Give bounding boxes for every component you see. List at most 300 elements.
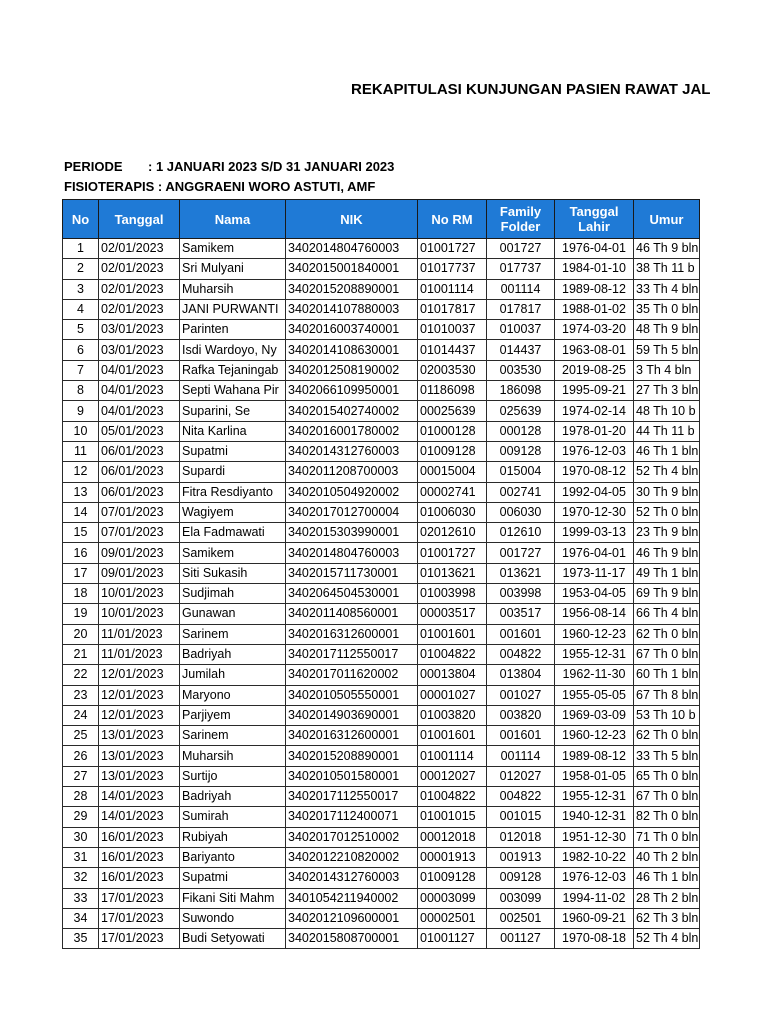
cell-tanggal-lahir: 1974-02-14 (555, 401, 634, 421)
table-row (63, 644, 700, 664)
table-row (63, 421, 700, 441)
cell-tanggal: 04/01/2023 (99, 381, 180, 401)
header-family-folder: Family Folder (487, 200, 555, 239)
cell-umur: 35 Th 0 bln (634, 299, 700, 319)
cell-umur: 48 Th 9 bln (634, 320, 700, 340)
cell-nik: 3402017011620002 (286, 665, 418, 685)
cell-nik: 3402010501580001 (286, 766, 418, 786)
table-row (63, 807, 700, 827)
cell-tanggal-lahir: 1940-12-31 (555, 807, 634, 827)
cell-tanggal-lahir: 1992-04-05 (555, 482, 634, 502)
cell-family-folder: 001601 (487, 624, 555, 644)
cell-umur: 30 Th 9 bln (634, 482, 700, 502)
cell-family-folder: 006030 (487, 502, 555, 522)
cell-nik: 3402015208890001 (286, 746, 418, 766)
cell-tanggal-lahir: 1970-12-30 (555, 502, 634, 522)
cell-nama: Fitra Resdiyanto (180, 482, 286, 502)
cell-tanggal-lahir: 1951-12-30 (555, 827, 634, 847)
cell-nik: 3402016001780002 (286, 421, 418, 441)
cell-family-folder: 013804 (487, 665, 555, 685)
cell-nama: Bariyanto (180, 847, 286, 867)
cell-tanggal: 02/01/2023 (99, 259, 180, 279)
header-tanggal-lahir: Tanggal Lahir (555, 200, 634, 239)
cell-family-folder: 003099 (487, 888, 555, 908)
cell-no-rm: 01004822 (418, 644, 487, 664)
table-row (63, 624, 700, 644)
cell-no-rm: 01001601 (418, 726, 487, 746)
cell-tanggal-lahir: 1978-01-20 (555, 421, 634, 441)
cell-umur: 33 Th 5 bln (634, 746, 700, 766)
cell-nik: 3402010505550001 (286, 685, 418, 705)
table-row (63, 584, 700, 604)
cell-umur: 44 Th 11 b (634, 421, 700, 441)
cell-tanggal: 13/01/2023 (99, 766, 180, 786)
cell-no: 8 (63, 381, 99, 401)
cell-nama: Sri Mulyani (180, 259, 286, 279)
cell-no-rm: 01006030 (418, 502, 487, 522)
cell-nama: Samikem (180, 543, 286, 563)
table-row (63, 888, 700, 908)
table-row (63, 523, 700, 543)
table-row (63, 299, 700, 319)
cell-nik: 3402016312600001 (286, 726, 418, 746)
cell-no-rm: 01186098 (418, 381, 487, 401)
cell-nik: 3402014312760003 (286, 441, 418, 461)
cell-tanggal-lahir: 1970-08-18 (555, 929, 634, 949)
cell-tanggal: 09/01/2023 (99, 563, 180, 583)
cell-tanggal: 17/01/2023 (99, 908, 180, 928)
cell-nik: 3402015303990001 (286, 523, 418, 543)
cell-tanggal: 07/01/2023 (99, 502, 180, 522)
cell-no: 33 (63, 888, 99, 908)
cell-nama: Siti Sukasih (180, 563, 286, 583)
table-row (63, 279, 700, 299)
cell-nik: 3402017112550017 (286, 644, 418, 664)
cell-no-rm: 01013621 (418, 563, 487, 583)
cell-tanggal: 02/01/2023 (99, 299, 180, 319)
cell-umur: 23 Th 9 bln (634, 523, 700, 543)
cell-tanggal-lahir: 1976-04-01 (555, 543, 634, 563)
table-row (63, 462, 700, 482)
cell-umur: 46 Th 1 bln (634, 868, 700, 888)
cell-umur: 49 Th 1 bln (634, 563, 700, 583)
cell-nama: Suparini, Se (180, 401, 286, 421)
cell-no-rm: 01004822 (418, 787, 487, 807)
cell-no-rm: 01001015 (418, 807, 487, 827)
cell-umur: 27 Th 3 bln (634, 381, 700, 401)
cell-no-rm: 00015004 (418, 462, 487, 482)
cell-tanggal-lahir: 2019-08-25 (555, 360, 634, 380)
cell-tanggal-lahir: 1955-12-31 (555, 644, 634, 664)
cell-family-folder: 003998 (487, 584, 555, 604)
cell-tanggal-lahir: 1973-11-17 (555, 563, 634, 583)
cell-umur: 59 Th 5 bln (634, 340, 700, 360)
cell-no-rm: 01010037 (418, 320, 487, 340)
cell-nama: Sudjimah (180, 584, 286, 604)
table-row (63, 441, 700, 461)
cell-no: 30 (63, 827, 99, 847)
cell-family-folder: 002741 (487, 482, 555, 502)
cell-nama: Supatmi (180, 441, 286, 461)
cell-nama: Surtijo (180, 766, 286, 786)
cell-nik: 3402016003740001 (286, 320, 418, 340)
cell-no-rm: 01001727 (418, 543, 487, 563)
cell-tanggal: 12/01/2023 (99, 705, 180, 725)
cell-no: 26 (63, 746, 99, 766)
cell-family-folder: 017817 (487, 299, 555, 319)
cell-tanggal: 16/01/2023 (99, 827, 180, 847)
cell-family-folder: 186098 (487, 381, 555, 401)
cell-family-folder: 004822 (487, 787, 555, 807)
cell-tanggal-lahir: 1960-12-23 (555, 726, 634, 746)
cell-tanggal: 13/01/2023 (99, 746, 180, 766)
visit-table (62, 199, 700, 949)
cell-no-rm: 01017817 (418, 299, 487, 319)
cell-tanggal: 09/01/2023 (99, 543, 180, 563)
cell-tanggal-lahir: 1989-08-12 (555, 279, 634, 299)
table-row (63, 726, 700, 746)
cell-tanggal: 13/01/2023 (99, 726, 180, 746)
cell-nik: 3402014107880003 (286, 299, 418, 319)
cell-tanggal: 11/01/2023 (99, 624, 180, 644)
cell-tanggal: 07/01/2023 (99, 523, 180, 543)
cell-no-rm: 00012018 (418, 827, 487, 847)
cell-no-rm: 00012027 (418, 766, 487, 786)
cell-family-folder: 004822 (487, 644, 555, 664)
cell-no-rm: 00002501 (418, 908, 487, 928)
cell-nik: 3402012109600001 (286, 908, 418, 928)
header-tanggal: Tanggal (99, 200, 180, 239)
cell-umur: 46 Th 1 bln (634, 441, 700, 461)
cell-tanggal-lahir: 1989-08-12 (555, 746, 634, 766)
cell-tanggal-lahir: 1960-09-21 (555, 908, 634, 928)
cell-no-rm: 00013804 (418, 665, 487, 685)
cell-no: 23 (63, 685, 99, 705)
header-nik: NIK (286, 200, 418, 239)
cell-nik: 3402016312600001 (286, 624, 418, 644)
cell-no-rm: 00025639 (418, 401, 487, 421)
cell-nik: 3402014804760003 (286, 543, 418, 563)
cell-family-folder: 009128 (487, 868, 555, 888)
cell-no-rm: 00001913 (418, 847, 487, 867)
cell-no: 29 (63, 807, 99, 827)
cell-family-folder: 003517 (487, 604, 555, 624)
table-row (63, 868, 700, 888)
cell-no-rm: 01000128 (418, 421, 487, 441)
cell-tanggal: 16/01/2023 (99, 847, 180, 867)
cell-family-folder: 012027 (487, 766, 555, 786)
cell-umur: 69 Th 9 bln (634, 584, 700, 604)
cell-nik: 3402012508190002 (286, 360, 418, 380)
table-row (63, 360, 700, 380)
cell-nik: 3401054211940002 (286, 888, 418, 908)
cell-family-folder: 001601 (487, 726, 555, 746)
cell-nama: Supardi (180, 462, 286, 482)
cell-no-rm: 02003530 (418, 360, 487, 380)
table-row (63, 787, 700, 807)
cell-family-folder: 003530 (487, 360, 555, 380)
cell-no-rm: 01001114 (418, 746, 487, 766)
cell-tanggal: 03/01/2023 (99, 340, 180, 360)
cell-nik: 3402017012510002 (286, 827, 418, 847)
cell-tanggal: 14/01/2023 (99, 807, 180, 827)
table-row (63, 766, 700, 786)
cell-umur: 28 Th 2 bln (634, 888, 700, 908)
cell-nik: 3402014312760003 (286, 868, 418, 888)
cell-umur: 3 Th 4 bln (634, 360, 700, 380)
cell-no-rm: 01001127 (418, 929, 487, 949)
cell-nama: Muharsih (180, 279, 286, 299)
cell-tanggal: 06/01/2023 (99, 441, 180, 461)
cell-no: 15 (63, 523, 99, 543)
cell-nik: 3402017112550017 (286, 787, 418, 807)
cell-no-rm: 01009128 (418, 441, 487, 461)
cell-nama: JANI PURWANTI (180, 299, 286, 319)
cell-tanggal: 02/01/2023 (99, 279, 180, 299)
cell-no-rm: 01017737 (418, 259, 487, 279)
cell-umur: 52 Th 4 bln (634, 462, 700, 482)
table-row (63, 340, 700, 360)
cell-family-folder: 000128 (487, 421, 555, 441)
table-row (63, 827, 700, 847)
cell-umur: 62 Th 0 bln (634, 624, 700, 644)
cell-no: 32 (63, 868, 99, 888)
cell-no: 28 (63, 787, 99, 807)
cell-tanggal: 11/01/2023 (99, 644, 180, 664)
cell-no-rm: 00003099 (418, 888, 487, 908)
cell-no-rm: 00002741 (418, 482, 487, 502)
cell-family-folder: 001727 (487, 543, 555, 563)
cell-nama: Maryono (180, 685, 286, 705)
cell-nama: Badriyah (180, 644, 286, 664)
header-nama: Nama (180, 200, 286, 239)
cell-umur: 62 Th 3 bln (634, 908, 700, 928)
cell-tanggal-lahir: 1955-12-31 (555, 787, 634, 807)
cell-family-folder: 012018 (487, 827, 555, 847)
cell-no: 25 (63, 726, 99, 746)
table-row (63, 563, 700, 583)
header-no-rm: No RM (418, 200, 487, 239)
table-header-row (63, 200, 700, 239)
cell-nama: Rafka Tejaningab (180, 360, 286, 380)
cell-nik: 3402012210820002 (286, 847, 418, 867)
cell-umur: 52 Th 0 bln (634, 502, 700, 522)
cell-nik: 3402015711730001 (286, 563, 418, 583)
table-row (63, 604, 700, 624)
table-row (63, 705, 700, 725)
cell-tanggal-lahir: 1976-12-03 (555, 441, 634, 461)
cell-no: 7 (63, 360, 99, 380)
cell-tanggal-lahir: 1969-03-09 (555, 705, 634, 725)
cell-no: 17 (63, 563, 99, 583)
cell-no-rm: 01003998 (418, 584, 487, 604)
table-row (63, 381, 700, 401)
table-row (63, 543, 700, 563)
cell-nik: 3402064504530001 (286, 584, 418, 604)
cell-tanggal: 14/01/2023 (99, 787, 180, 807)
cell-nama: Parjiyem (180, 705, 286, 725)
cell-nama: Suwondo (180, 908, 286, 928)
cell-nama: Sarinem (180, 624, 286, 644)
cell-nama: Septi Wahana Pir (180, 381, 286, 401)
cell-tanggal-lahir: 1963-08-01 (555, 340, 634, 360)
cell-umur: 62 Th 0 bln (634, 726, 700, 746)
cell-family-folder: 001015 (487, 807, 555, 827)
cell-no: 31 (63, 847, 99, 867)
cell-family-folder: 001727 (487, 239, 555, 259)
cell-nik: 3402015402740002 (286, 401, 418, 421)
cell-no: 10 (63, 421, 99, 441)
cell-nama: Supatmi (180, 868, 286, 888)
table-row (63, 665, 700, 685)
cell-nik: 3402010504920002 (286, 482, 418, 502)
cell-no: 5 (63, 320, 99, 340)
table-row (63, 847, 700, 867)
cell-tanggal-lahir: 1970-08-12 (555, 462, 634, 482)
cell-tanggal-lahir: 1960-12-23 (555, 624, 634, 644)
fisioterapis-label: FISIOTERAPIS (64, 179, 155, 194)
cell-no: 16 (63, 543, 99, 563)
cell-no: 27 (63, 766, 99, 786)
cell-no-rm: 01001601 (418, 624, 487, 644)
cell-umur: 65 Th 0 bln (634, 766, 700, 786)
cell-family-folder: 017737 (487, 259, 555, 279)
cell-no-rm: 00003517 (418, 604, 487, 624)
cell-umur: 48 Th 10 b (634, 401, 700, 421)
cell-umur: 60 Th 1 bln (634, 665, 700, 685)
cell-umur: 38 Th 11 b (634, 259, 700, 279)
cell-no: 14 (63, 502, 99, 522)
cell-nama: Wagiyem (180, 502, 286, 522)
cell-nik: 3402011208700003 (286, 462, 418, 482)
cell-tanggal: 04/01/2023 (99, 401, 180, 421)
cell-umur: 67 Th 0 bln (634, 644, 700, 664)
cell-umur: 67 Th 8 bln (634, 685, 700, 705)
cell-no: 21 (63, 644, 99, 664)
cell-nik: 3402015808700001 (286, 929, 418, 949)
cell-family-folder: 001027 (487, 685, 555, 705)
cell-tanggal-lahir: 1976-04-01 (555, 239, 634, 259)
cell-no: 13 (63, 482, 99, 502)
cell-umur: 40 Th 2 bln (634, 847, 700, 867)
cell-no: 1 (63, 239, 99, 259)
table-body (63, 239, 700, 949)
cell-family-folder: 013621 (487, 563, 555, 583)
cell-nama: Sarinem (180, 726, 286, 746)
cell-family-folder: 001913 (487, 847, 555, 867)
cell-no: 24 (63, 705, 99, 725)
cell-family-folder: 009128 (487, 441, 555, 461)
cell-nama: Budi Setyowati (180, 929, 286, 949)
cell-no-rm: 01003820 (418, 705, 487, 725)
cell-tanggal: 06/01/2023 (99, 462, 180, 482)
table-row (63, 685, 700, 705)
cell-tanggal: 17/01/2023 (99, 888, 180, 908)
cell-family-folder: 001127 (487, 929, 555, 949)
cell-nama: Nita Karlina (180, 421, 286, 441)
cell-no: 19 (63, 604, 99, 624)
cell-family-folder: 002501 (487, 908, 555, 928)
cell-umur: 46 Th 9 bln (634, 543, 700, 563)
cell-no-rm: 01001727 (418, 239, 487, 259)
cell-nik: 3402011408560001 (286, 604, 418, 624)
cell-no: 3 (63, 279, 99, 299)
cell-nama: Jumilah (180, 665, 286, 685)
cell-nama: Ela Fadmawati (180, 523, 286, 543)
cell-tanggal: 17/01/2023 (99, 929, 180, 949)
cell-tanggal-lahir: 1999-03-13 (555, 523, 634, 543)
cell-tanggal-lahir: 1984-01-10 (555, 259, 634, 279)
cell-nama: Gunawan (180, 604, 286, 624)
cell-no: 12 (63, 462, 99, 482)
cell-nik: 3402014804760003 (286, 239, 418, 259)
cell-no: 9 (63, 401, 99, 421)
cell-nama: Parinten (180, 320, 286, 340)
table-row (63, 746, 700, 766)
cell-no: 34 (63, 908, 99, 928)
cell-no-rm: 01009128 (418, 868, 487, 888)
cell-nik: 3402015001840001 (286, 259, 418, 279)
table-row (63, 259, 700, 279)
cell-tanggal-lahir: 1953-04-05 (555, 584, 634, 604)
table-row (63, 482, 700, 502)
cell-no: 35 (63, 929, 99, 949)
cell-no: 2 (63, 259, 99, 279)
cell-tanggal: 10/01/2023 (99, 584, 180, 604)
cell-no-rm: 01001114 (418, 279, 487, 299)
header-umur: Umur (634, 200, 700, 239)
cell-umur: 52 Th 4 bln (634, 929, 700, 949)
cell-tanggal-lahir: 1988-01-02 (555, 299, 634, 319)
cell-tanggal: 16/01/2023 (99, 868, 180, 888)
fisioterapis-value: : ANGGRAENI WORO ASTUTI, AMF (157, 179, 376, 194)
cell-family-folder: 001114 (487, 279, 555, 299)
cell-family-folder: 010037 (487, 320, 555, 340)
cell-tanggal: 03/01/2023 (99, 320, 180, 340)
cell-nama: Samikem (180, 239, 286, 259)
cell-tanggal-lahir: 1958-01-05 (555, 766, 634, 786)
cell-family-folder: 014437 (487, 340, 555, 360)
cell-no-rm: 01014437 (418, 340, 487, 360)
cell-umur: 33 Th 4 bln (634, 279, 700, 299)
cell-umur: 53 Th 10 b (634, 705, 700, 725)
cell-tanggal: 12/01/2023 (99, 665, 180, 685)
table-row (63, 929, 700, 949)
cell-tanggal-lahir: 1974-03-20 (555, 320, 634, 340)
report-title: REKAPITULASI KUNJUNGAN PASIEN RAWAT JAL (351, 81, 711, 98)
periode-label: PERIODE (64, 159, 123, 174)
cell-nik: 3402066109950001 (286, 381, 418, 401)
cell-umur: 46 Th 9 bln (634, 239, 700, 259)
cell-no: 20 (63, 624, 99, 644)
cell-no-rm: 02012610 (418, 523, 487, 543)
cell-family-folder: 012610 (487, 523, 555, 543)
cell-nik: 3402015208890001 (286, 279, 418, 299)
cell-tanggal: 04/01/2023 (99, 360, 180, 380)
cell-nama: Isdi Wardoyo, Ny (180, 340, 286, 360)
cell-tanggal-lahir: 1962-11-30 (555, 665, 634, 685)
cell-no: 22 (63, 665, 99, 685)
cell-no: 18 (63, 584, 99, 604)
cell-umur: 66 Th 4 bln (634, 604, 700, 624)
cell-no-rm: 00001027 (418, 685, 487, 705)
cell-tanggal: 02/01/2023 (99, 239, 180, 259)
table-row (63, 239, 700, 259)
cell-tanggal-lahir: 1956-08-14 (555, 604, 634, 624)
cell-tanggal: 05/01/2023 (99, 421, 180, 441)
cell-family-folder: 001114 (487, 746, 555, 766)
cell-tanggal-lahir: 1976-12-03 (555, 868, 634, 888)
